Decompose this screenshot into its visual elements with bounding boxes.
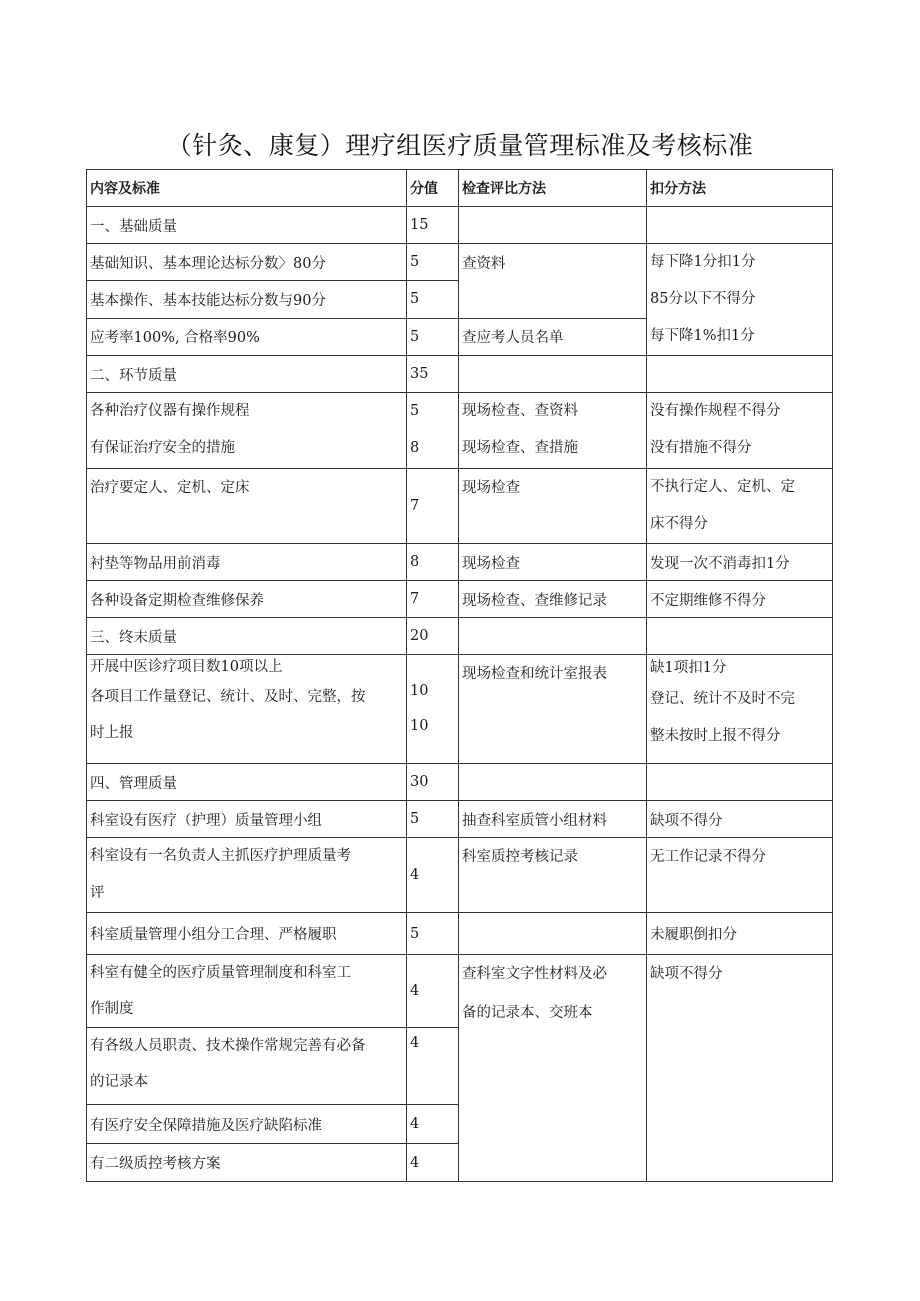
deduction-cell [647,469,833,544]
content-line: 各种治疗仪器有操作规程 [90,403,250,419]
section-title: 一、基础质量 [87,207,407,244]
score-cell [407,393,459,469]
content-line: 的记录本 [90,1074,148,1090]
section-title: 二、环节质量 [87,356,407,393]
content-cell: 治疗要定人、定机、定床 [87,469,407,544]
method-line: 备的记录本、交班本 [462,1005,593,1021]
method-cell: 查资料 [459,244,647,319]
score-cell: 4 [407,1028,459,1105]
empty-cell [459,764,647,801]
table-row [87,581,833,618]
section-score: 20 [407,618,459,655]
content-cell: 应考率100%, 合格率90% [87,318,407,355]
deduction-cell: 缺项不得分 [647,955,833,1182]
page-title: （针灸、康复）理疗组医疗质量管理标准及考核标准 [166,131,754,160]
empty-cell [647,207,833,244]
section-row-basic [87,207,833,244]
deduction-cell: 未履职倒扣分 [647,913,833,955]
deduction-line: 床不得分 [650,516,708,532]
content-line: 有各级人员职责、技术操作常规完善有必备 [90,1038,366,1054]
deduction-line: 整未按时上报不得分 [650,728,781,744]
score-cell [407,655,459,764]
table-row [87,913,833,955]
deduction-line: 85分以下不得分 [650,291,756,307]
content-cell: 有医疗安全保障措施及医疗缺陷标准 [87,1105,407,1144]
method-line: 现场检查、查资料 [462,403,578,419]
content-line: 开展中医诊疗项目数10项以上 [90,659,283,675]
method-line: 查科室文字性材料及必 [462,966,607,982]
deduction-line: 没有措施不得分 [650,440,752,456]
section-score: 30 [407,764,459,801]
content-cell: 衬垫等物品用前消毒 [87,544,407,581]
content-line: 科室有健全的医疗质量管理制度和科室工 [90,965,351,981]
content-cell [87,1028,407,1105]
score-cell: 8 [407,544,459,581]
deduction-line: 不执行定人、定机、定 [650,479,795,495]
deduction-cell: 缺项不得分 [647,801,833,838]
method-cell: 查应考人员名单 [459,318,647,355]
content-line: 评 [90,885,105,901]
deduction-cell: 不定期维修不得分 [647,581,833,618]
section-title: 三、终末质量 [87,618,407,655]
table-row [87,244,833,281]
score-line: 8 [410,440,420,456]
section-score: 15 [407,207,459,244]
header-score: 分值 [407,170,459,207]
deduction-cell [647,655,833,764]
empty-cell [647,764,833,801]
content-cell: 各种设备定期检查维修保养 [87,581,407,618]
table-row [87,544,833,581]
header-content: 内容及标准 [87,170,407,207]
content-line: 各项目工作量登记、统计、及时、完整，按 [90,689,366,705]
section-row-process [87,356,833,393]
assessment-table [86,169,833,1182]
empty-cell [459,356,647,393]
deduction-line: 缺1项扣1分 [650,660,727,676]
score-cell: 5 [407,281,459,318]
section-row-final [87,618,833,655]
deduction-line: 登记、统计不及时不完 [650,691,795,707]
section-score: 35 [407,356,459,393]
score-line: 5 [410,403,420,419]
header-method: 检查评比方法 [459,170,647,207]
score-cell: 7 [407,469,459,544]
content-line: 有保证治疗安全的措施 [90,440,235,456]
method-cell [459,955,647,1182]
method-cell: 科室质控考核记录 [459,838,647,913]
method-line: 现场检查、查措施 [462,440,578,456]
deduction-cell [647,244,833,356]
table-header-row [87,170,833,207]
header-deduction: 扣分方法 [647,170,833,207]
score-cell: 4 [407,838,459,913]
method-cell: 抽查科室质管小组材料 [459,801,647,838]
score-cell: 7 [407,581,459,618]
deduction-cell: 无工作记录不得分 [647,838,833,913]
section-title: 四、管理质量 [87,764,407,801]
method-cell [459,393,647,469]
empty-cell [459,618,647,655]
content-cell: 科室质量管理小组分工合理、严格履职 [87,913,407,955]
method-cell: 现场检查和统计室报表 [459,655,647,764]
score-cell: 5 [407,318,459,355]
content-cell: 基础知识、基本理论达标分数〉80分 [87,244,407,281]
score-cell: 4 [407,1105,459,1144]
method-cell: 现场检查 [459,469,647,544]
content-line: 作制度 [90,1001,134,1017]
table-row [87,801,833,838]
score-cell: 4 [407,955,459,1028]
content-cell: 有二级质控考核方案 [87,1144,407,1182]
score-cell: 5 [407,801,459,838]
table-row [87,655,833,764]
content-cell [87,955,407,1028]
score-cell: 5 [407,244,459,281]
empty-cell [459,207,647,244]
table-row [87,955,833,1028]
method-cell: 现场检查 [459,544,647,581]
content-line: 时上报 [90,725,134,741]
table-row [87,393,833,469]
deduction-cell: 发现一次不消毒扣1分 [647,544,833,581]
content-line: 科室设有一名负责人主抓医疗护理质量考 [90,848,351,864]
empty-cell [647,618,833,655]
empty-cell [647,356,833,393]
content-cell [87,393,407,469]
score-line: 10 [410,718,429,734]
table-row [87,838,833,913]
score-line: 10 [410,683,429,699]
score-cell: 5 [407,913,459,955]
section-row-management [87,764,833,801]
deduction-cell [647,393,833,469]
content-cell: 科室设有医疗（护理）质量管理小组 [87,801,407,838]
table-row [87,469,833,544]
score-cell: 4 [407,1144,459,1182]
deduction-line: 没有操作规程不得分 [650,403,781,419]
content-cell [87,655,407,764]
method-cell: 现场检查、查维修记录 [459,581,647,618]
deduction-line: 每下降1%扣1分 [650,328,755,344]
empty-cell [459,913,647,955]
deduction-line: 每下降1分扣1分 [650,254,756,270]
content-cell: 基本操作、基本技能达标分数与90分 [87,281,407,318]
content-cell [87,838,407,913]
